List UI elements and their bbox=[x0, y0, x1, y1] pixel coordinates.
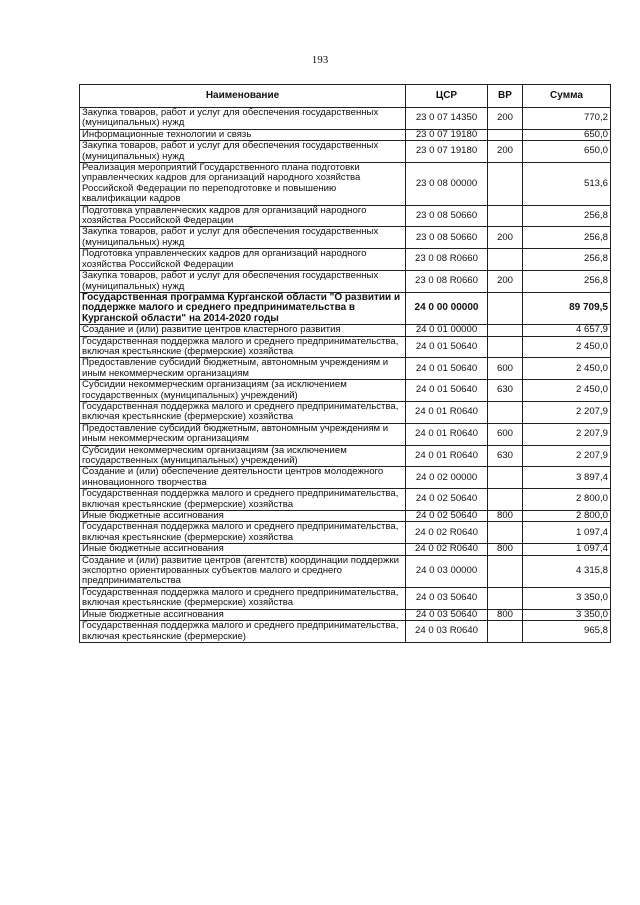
cell-csr: 24 0 01 R0640 bbox=[406, 423, 488, 445]
table-row bbox=[80, 325, 611, 336]
cell-name: Создание и (или) развитие центров (агентств) координации поддержки экспортно ориентированных субъектов малого и среднего предпринимательства bbox=[80, 555, 406, 587]
cell-vr bbox=[488, 555, 523, 587]
table-row bbox=[80, 522, 611, 544]
cell-vr bbox=[488, 163, 523, 206]
cell-sum: 2 207,9 bbox=[523, 423, 611, 445]
table-row bbox=[80, 129, 611, 140]
cell-csr: 24 0 01 50640 bbox=[406, 358, 488, 380]
table-row bbox=[80, 380, 611, 402]
cell-sum: 2 450,0 bbox=[523, 336, 611, 358]
cell-csr: 23 0 07 19180 bbox=[406, 141, 488, 163]
table-row bbox=[80, 587, 611, 609]
cell-sum: 3 897,4 bbox=[523, 467, 611, 489]
cell-csr: 23 0 08 50660 bbox=[406, 227, 488, 249]
page-number: 193 bbox=[311, 54, 329, 66]
cell-name: Закупка товаров, работ и услуг для обеспечения государственных (муниципальных) нужд bbox=[80, 108, 406, 130]
cell-csr: 24 0 01 R0640 bbox=[406, 445, 488, 467]
cell-name: Государственная поддержка малого и среднего предпринимательства, включая крестьянские (фермерские) bbox=[80, 621, 406, 643]
cell-vr bbox=[488, 522, 523, 544]
cell-name: Предоставление субсидий бюджетным, автономным учреждениям и иным некоммерческим организациям bbox=[80, 423, 406, 445]
cell-name: Государственная поддержка малого и среднего предпринимательства, включая крестьянские (фермерские) хозяйства bbox=[80, 522, 406, 544]
cell-csr: 24 0 03 50640 bbox=[406, 609, 488, 620]
table-row bbox=[80, 609, 611, 620]
table-row bbox=[80, 401, 611, 423]
cell-name: Подготовка управленческих кадров для организаций народного хозяйства Российской Федерации bbox=[80, 249, 406, 271]
cell-sum: 256,8 bbox=[523, 249, 611, 271]
cell-name: Государственная поддержка малого и среднего предпринимательства, включая крестьянские (фермерские) хозяйства bbox=[80, 587, 406, 609]
cell-name: Закупка товаров, работ и услуг для обеспечения государственных (муниципальных) нужд bbox=[80, 141, 406, 163]
cell-vr: 630 bbox=[488, 380, 523, 402]
cell-sum: 2 800,0 bbox=[523, 511, 611, 522]
cell-name: Закупка товаров, работ и услуг для обеспечения государственных (муниципальных) нужд bbox=[80, 227, 406, 249]
cell-name: Государственная поддержка малого и среднего предпринимательства, включая крестьянские (фермерские) хозяйства bbox=[80, 336, 406, 358]
table-row bbox=[80, 555, 611, 587]
cell-sum: 2 207,9 bbox=[523, 401, 611, 423]
cell-name: Иные бюджетные ассигнования bbox=[80, 511, 406, 522]
cell-name: Государственная программа Курганской области "О развитии и поддержке малого и среднего предпринимательства в Курганской области" на 2014-2020 годы bbox=[80, 292, 406, 324]
cell-name: Субсидии некоммерческим организациям (за исключением государственных (муниципальных) учреждений) bbox=[80, 445, 406, 467]
cell-vr bbox=[488, 249, 523, 271]
header-vr: ВР bbox=[488, 85, 523, 108]
table-row bbox=[80, 358, 611, 380]
cell-sum: 513,6 bbox=[523, 163, 611, 206]
cell-vr bbox=[488, 621, 523, 643]
cell-vr bbox=[488, 325, 523, 336]
cell-sum: 2 207,9 bbox=[523, 445, 611, 467]
cell-sum: 256,8 bbox=[523, 205, 611, 227]
cell-csr: 24 0 02 50640 bbox=[406, 489, 488, 511]
cell-name: Создание и (или) обеспечение деятельности центров молодежного инновационного творчества bbox=[80, 467, 406, 489]
cell-csr: 24 0 02 R0640 bbox=[406, 544, 488, 555]
cell-vr: 600 bbox=[488, 358, 523, 380]
cell-name: Государственная поддержка малого и среднего предпринимательства, включая крестьянские (фермерские) хозяйства bbox=[80, 489, 406, 511]
header-csr: ЦСР bbox=[406, 85, 488, 108]
cell-vr: 200 bbox=[488, 108, 523, 130]
cell-vr bbox=[488, 336, 523, 358]
table-row bbox=[80, 621, 611, 643]
cell-vr bbox=[488, 401, 523, 423]
cell-sum: 2 450,0 bbox=[523, 380, 611, 402]
cell-vr: 600 bbox=[488, 423, 523, 445]
cell-name: Закупка товаров, работ и услуг для обеспечения государственных (муниципальных) нужд bbox=[80, 271, 406, 293]
cell-name: Иные бюджетные ассигнования bbox=[80, 544, 406, 555]
cell-vr bbox=[488, 292, 523, 324]
cell-vr: 200 bbox=[488, 141, 523, 163]
table-row bbox=[80, 271, 611, 293]
cell-vr bbox=[488, 467, 523, 489]
cell-vr: 800 bbox=[488, 511, 523, 522]
cell-csr: 24 0 01 50640 bbox=[406, 380, 488, 402]
cell-csr: 23 0 08 R0660 bbox=[406, 249, 488, 271]
table-row bbox=[80, 511, 611, 522]
cell-name: Информационные технологии и связь bbox=[80, 129, 406, 140]
cell-sum: 650,0 bbox=[523, 129, 611, 140]
cell-name: Предоставление субсидий бюджетным, автономным учреждениям и иным некоммерческим организациям bbox=[80, 358, 406, 380]
cell-csr: 24 0 02 00000 bbox=[406, 467, 488, 489]
table-row bbox=[80, 445, 611, 467]
cell-vr: 200 bbox=[488, 227, 523, 249]
cell-sum: 2 800,0 bbox=[523, 489, 611, 511]
cell-csr: 24 0 00 00000 bbox=[406, 292, 488, 324]
cell-vr bbox=[488, 489, 523, 511]
budget-table bbox=[79, 84, 611, 643]
cell-sum: 1 097,4 bbox=[523, 544, 611, 555]
table-row bbox=[80, 141, 611, 163]
cell-sum: 770,2 bbox=[523, 108, 611, 130]
cell-csr: 24 0 01 00000 bbox=[406, 325, 488, 336]
cell-name: Субсидии некоммерческим организациям (за исключением государственных (муниципальных) учреждений) bbox=[80, 380, 406, 402]
cell-sum: 4 657,9 bbox=[523, 325, 611, 336]
table-row bbox=[80, 227, 611, 249]
table-row bbox=[80, 292, 611, 324]
cell-sum: 1 097,4 bbox=[523, 522, 611, 544]
table-row bbox=[80, 249, 611, 271]
cell-sum: 650,0 bbox=[523, 141, 611, 163]
table-row bbox=[80, 205, 611, 227]
cell-vr: 630 bbox=[488, 445, 523, 467]
cell-sum: 3 350,0 bbox=[523, 587, 611, 609]
table-row bbox=[80, 423, 611, 445]
cell-name: Государственная поддержка малого и среднего предпринимательства, включая крестьянские (фермерские) хозяйства bbox=[80, 401, 406, 423]
table-row bbox=[80, 544, 611, 555]
cell-name: Создание и (или) развитие центров кластерного развития bbox=[80, 325, 406, 336]
cell-name: Иные бюджетные ассигнования bbox=[80, 609, 406, 620]
cell-sum: 2 450,0 bbox=[523, 358, 611, 380]
cell-csr: 23 0 07 14350 bbox=[406, 108, 488, 130]
cell-sum: 256,8 bbox=[523, 227, 611, 249]
header-name: Наименование bbox=[80, 85, 406, 108]
cell-csr: 24 0 03 R0640 bbox=[406, 621, 488, 643]
cell-csr: 24 0 02 R0640 bbox=[406, 522, 488, 544]
table-row bbox=[80, 108, 611, 130]
table-row bbox=[80, 336, 611, 358]
cell-csr: 23 0 08 50660 bbox=[406, 205, 488, 227]
cell-vr: 800 bbox=[488, 609, 523, 620]
cell-csr: 23 0 08 R0660 bbox=[406, 271, 488, 293]
cell-csr: 23 0 08 00000 bbox=[406, 163, 488, 206]
cell-name: Подготовка управленческих кадров для организаций народного хозяйства Российской Федерации bbox=[80, 205, 406, 227]
table-row bbox=[80, 489, 611, 511]
cell-csr: 24 0 01 R0640 bbox=[406, 401, 488, 423]
cell-sum: 3 350,0 bbox=[523, 609, 611, 620]
cell-vr: 800 bbox=[488, 544, 523, 555]
cell-csr: 24 0 03 00000 bbox=[406, 555, 488, 587]
cell-csr: 24 0 01 50640 bbox=[406, 336, 488, 358]
cell-name: Реализация мероприятий Государственного плана подготовки управленческих кадров для организаций народного хозяйства Российской Федерации по переподготовке и повышению квалификации кадров bbox=[80, 163, 406, 206]
cell-vr: 200 bbox=[488, 271, 523, 293]
cell-csr: 24 0 03 50640 bbox=[406, 587, 488, 609]
table-header-row bbox=[80, 85, 611, 108]
cell-vr bbox=[488, 205, 523, 227]
cell-sum: 4 315,8 bbox=[523, 555, 611, 587]
cell-vr bbox=[488, 129, 523, 140]
header-sum: Сумма bbox=[523, 85, 611, 108]
cell-csr: 24 0 02 50640 bbox=[406, 511, 488, 522]
cell-sum: 89 709,5 bbox=[523, 292, 611, 324]
table-row bbox=[80, 163, 611, 206]
cell-sum: 965,8 bbox=[523, 621, 611, 643]
table-row bbox=[80, 467, 611, 489]
cell-vr bbox=[488, 587, 523, 609]
cell-csr: 23 0 07 19180 bbox=[406, 129, 488, 140]
cell-sum: 256,8 bbox=[523, 271, 611, 293]
